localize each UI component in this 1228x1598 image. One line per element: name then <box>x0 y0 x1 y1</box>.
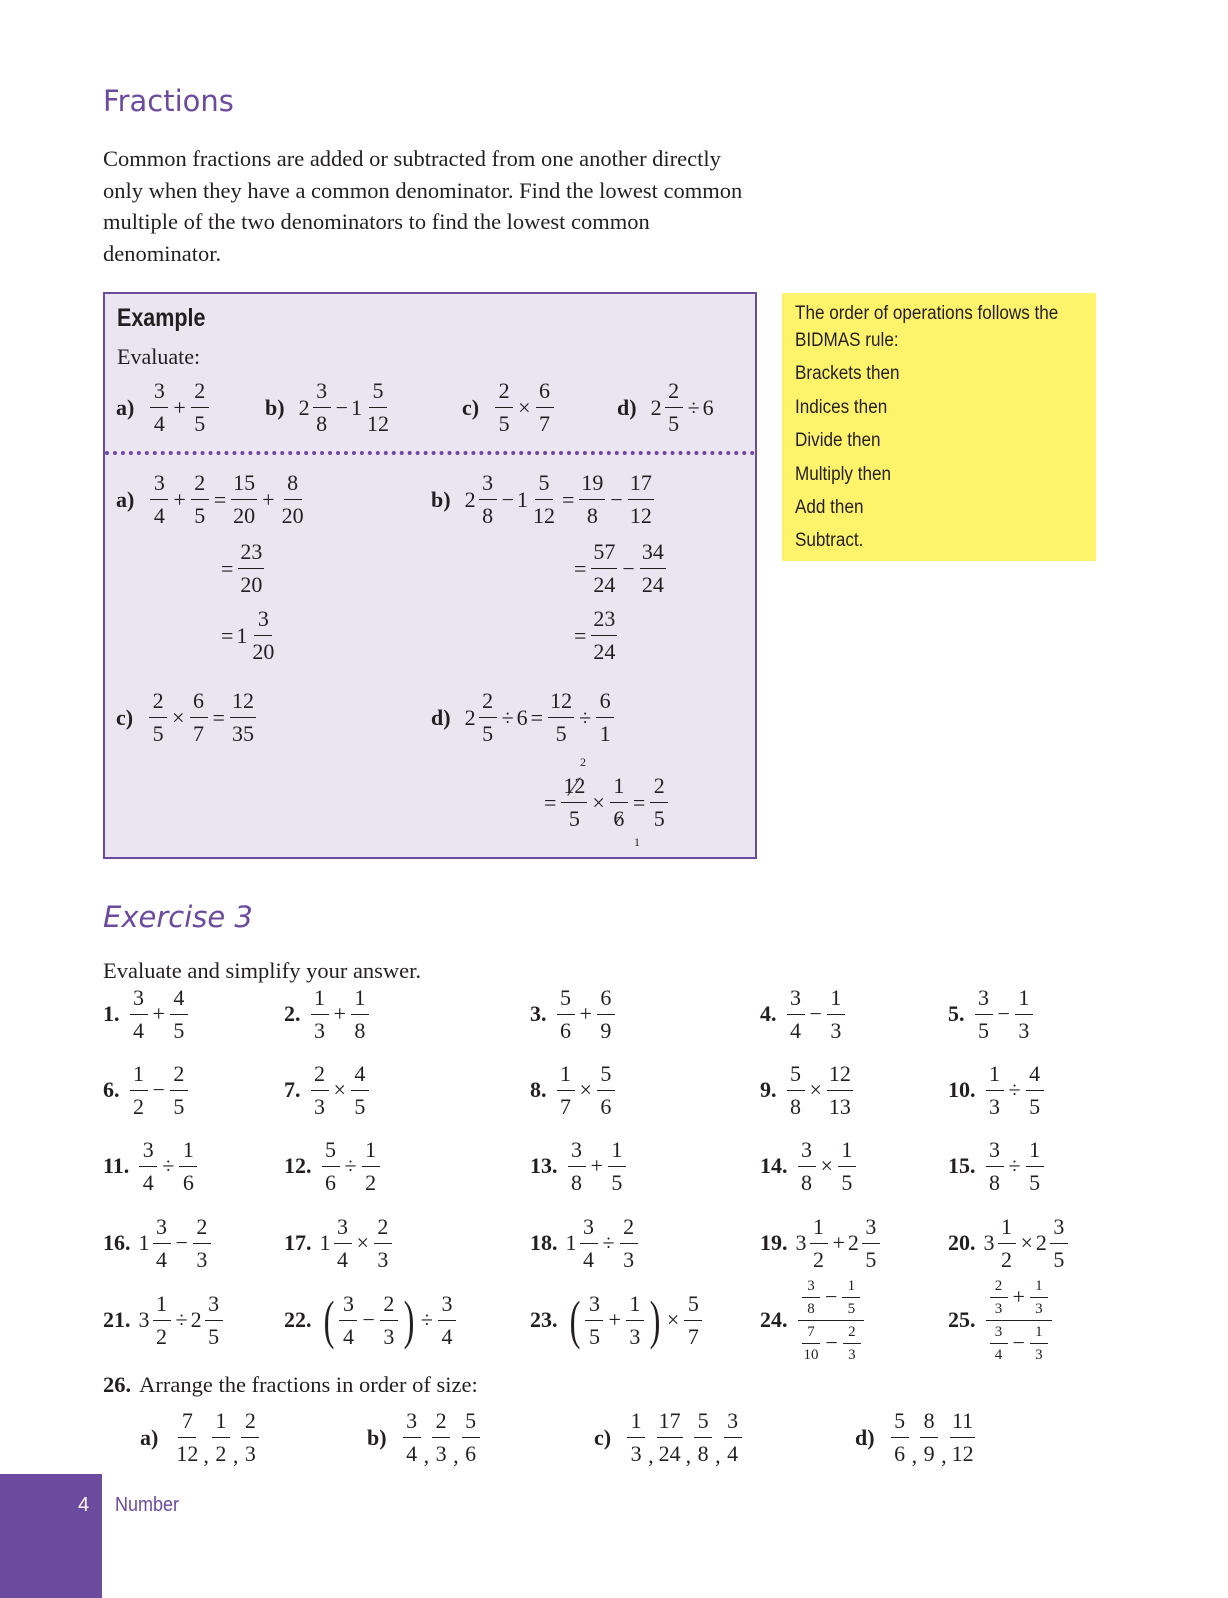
cancelled-12: 12 <box>563 773 586 798</box>
exercise-question-18: 18. 1 $\frac{3}{4}$ ÷ $\frac{2}{3}$ <box>530 1211 640 1275</box>
tip-line: Indices then <box>795 397 888 418</box>
example-question-b: b) 2 $\frac{3}{8}$ − 1 $\frac{5}{12}$ <box>265 378 389 436</box>
exercise-question-10: 10. $\frac{1}{3}$ ÷ $\frac{4}{5}$ <box>948 1058 1046 1122</box>
question-26-b: b) $\frac{3}{4}$ , $\frac{2}{3}$ , $\frac{5}{6}$ <box>367 1406 482 1469</box>
example-prompt: Evaluate: <box>117 344 201 369</box>
solution-b-line-1: b) 2 $\frac{3}{8}$ − 1 $\frac{5}{12}$ = $\frac{19}{8}$ − $\frac{17}{12}$ <box>431 470 652 528</box>
exercise-question-5: 5. $\frac{3}{5}$ − $\frac{1}{3}$ <box>948 982 1035 1046</box>
exercise-question-23: 23. ( $\frac{3}{5}$ + $\frac{1}{3}$ ) × $\frac{5}{7}$ <box>530 1288 704 1352</box>
exercise-question-8: 8. $\frac{1}{7}$ × $\frac{5}{6}$ <box>530 1058 617 1122</box>
example-question-c: c) $\frac{2}{5}$ × $\frac{6}{7}$ <box>462 376 556 439</box>
solution-b-line-3: = $\frac{23}{24}$ <box>574 606 616 664</box>
tip-line: Add then <box>795 497 864 518</box>
exercise-question-12: 12. $\frac{5}{6}$ ÷ $\frac{1}{2}$ <box>284 1134 382 1198</box>
exercise-question-15: 15. $\frac{3}{8}$ ÷ $\frac{1}{5}$ <box>948 1134 1046 1198</box>
bidmas-tip-box <box>782 293 1096 561</box>
tip-line: Brackets then <box>795 363 900 384</box>
tip-line: Multiply then <box>795 464 892 485</box>
exercise-question-25: 25. $\frac{2}{3}$ + $\frac{1}{3}$ $\frac{3}{4}$ − $\frac{1}{3}$ <box>948 1288 1054 1352</box>
exercise-question-21: 21. 3 $\frac{1}{2}$ ÷ 2 $\frac{3}{5}$ <box>103 1288 225 1352</box>
tip-line: BIDMAS rule: <box>795 330 899 351</box>
exercise-question-17: 17. 1 $\frac{3}{4}$ × $\frac{2}{3}$ <box>284 1211 394 1275</box>
solution-a-line-3: = 1 $\frac{3}{20}$ <box>221 606 275 664</box>
question-26-c: c) $\frac{1}{3}$ , $\frac{17}{24}$ , $\frac{5}{8}$ , $\frac{3}{4}$ <box>594 1406 744 1469</box>
footer-bar <box>0 1474 102 1598</box>
cancelled-6: 6 <box>613 806 625 831</box>
intro-paragraph: Common fractions are added or subtracted from one another directly only when they have a common denominator. Find the lowest common multiple of the two denominators to find the lowest common denominator. <box>103 146 743 266</box>
tip-line: The order of operations follows the <box>795 303 1059 324</box>
solution-d-line-1: d) 2 $\frac{2}{5}$ ÷ 6 = $\frac{12}{5}$ ÷ $\frac{6}{1}$ <box>431 686 616 749</box>
exercise-question-20: 20. 3 $\frac{1}{2}$ × 2 $\frac{3}{5}$ <box>948 1211 1070 1275</box>
solution-a-line-1: a) $\frac{3}{4}$ + $\frac{2}{5}$ = $\frac{15}{20}$ + $\frac{8}{20}$ <box>116 470 304 528</box>
question-26 <box>103 1372 478 1398</box>
footer-section: Number <box>115 1494 180 1516</box>
question-26-text: Arrange the fractions in order of size: <box>139 1372 478 1397</box>
exercise-question-24: 24. $\frac{3}{8}$ − $\frac{1}{5}$ $\frac{7}{10}$ − $\frac{2}{3}$ <box>760 1288 867 1352</box>
exercise-question-13: 13. $\frac{3}{8}$ + $\frac{1}{5}$ <box>530 1134 628 1198</box>
cancel-result-1: 1 <box>634 835 640 849</box>
question-26-d: d) $\frac{5}{6}$ , $\frac{8}{9}$ , $\frac{11}{12}$ <box>855 1408 974 1468</box>
exercise-question-1: 1. $\frac{3}{4}$ + $\frac{4}{5}$ <box>103 982 190 1046</box>
example-heading: Example <box>117 304 206 332</box>
question-26-number: 26. <box>103 1372 132 1397</box>
cancel-result-2: 2 <box>580 755 586 769</box>
exercise-question-2: 2. $\frac{1}{3}$ + $\frac{1}{8}$ <box>284 982 371 1046</box>
exercise-question-4: 4. $\frac{3}{4}$ − $\frac{1}{3}$ <box>760 982 847 1046</box>
exercise-question-7: 7. $\frac{2}{3}$ × $\frac{4}{5}$ <box>284 1058 371 1122</box>
section-title: Fractions <box>103 84 234 118</box>
solution-d-line-2: = $\frac{12}{5}$ × $\frac{1}{6}$ = $\frac{2}{5}$ <box>541 771 670 834</box>
exercise-question-19: 19. 3 $\frac{1}{2}$ + 2 $\frac{3}{5}$ <box>760 1211 882 1275</box>
exercise-question-22: 22. ( $\frac{3}{4}$ − $\frac{2}{3}$ ) ÷ $\frac{3}{4}$ <box>284 1288 458 1352</box>
page-number: 4 <box>78 1494 90 1516</box>
exercise-question-3: 3. $\frac{5}{6}$ + $\frac{6}{9}$ <box>530 982 617 1046</box>
exercise-question-14: 14. $\frac{3}{8}$ × $\frac{1}{5}$ <box>760 1134 858 1198</box>
solution-a-line-2: = $\frac{23}{20}$ <box>221 539 263 597</box>
exercise-title: Exercise 3 <box>103 900 253 934</box>
solution-b-line-2: = $\frac{57}{24}$ − $\frac{34}{24}$ <box>574 539 664 597</box>
example-question-a: a) $\frac{3}{4}$ + $\frac{2}{5}$ <box>116 376 211 439</box>
exercise-question-11: 11. $\frac{3}{4}$ ÷ $\frac{1}{6}$ <box>103 1134 199 1198</box>
example-question-d: d) 2 $\frac{2}{5}$ ÷ 6 <box>617 378 714 436</box>
tip-line: Divide then <box>795 430 881 451</box>
exercise-question-9: 9. $\frac{5}{8}$ × $\frac{12}{13}$ <box>760 1060 851 1119</box>
solution-c: c) $\frac{2}{5}$ × $\frac{6}{7}$ = $\frac{12}{35}$ <box>116 688 254 746</box>
question-26-a: a) $\frac{7}{12}$ , $\frac{1}{2}$ , $\frac{2}{3}$ <box>140 1406 261 1469</box>
dotted-divider <box>105 451 755 455</box>
exercise-question-6: 6. $\frac{1}{2}$ − $\frac{2}{5}$ <box>103 1058 190 1122</box>
tip-line: Subtract. <box>795 530 864 551</box>
exercise-question-16: 16. 1 $\frac{3}{4}$ − $\frac{2}{3}$ <box>103 1211 213 1275</box>
exercise-intro: Evaluate and simplify your answer. <box>103 958 422 983</box>
